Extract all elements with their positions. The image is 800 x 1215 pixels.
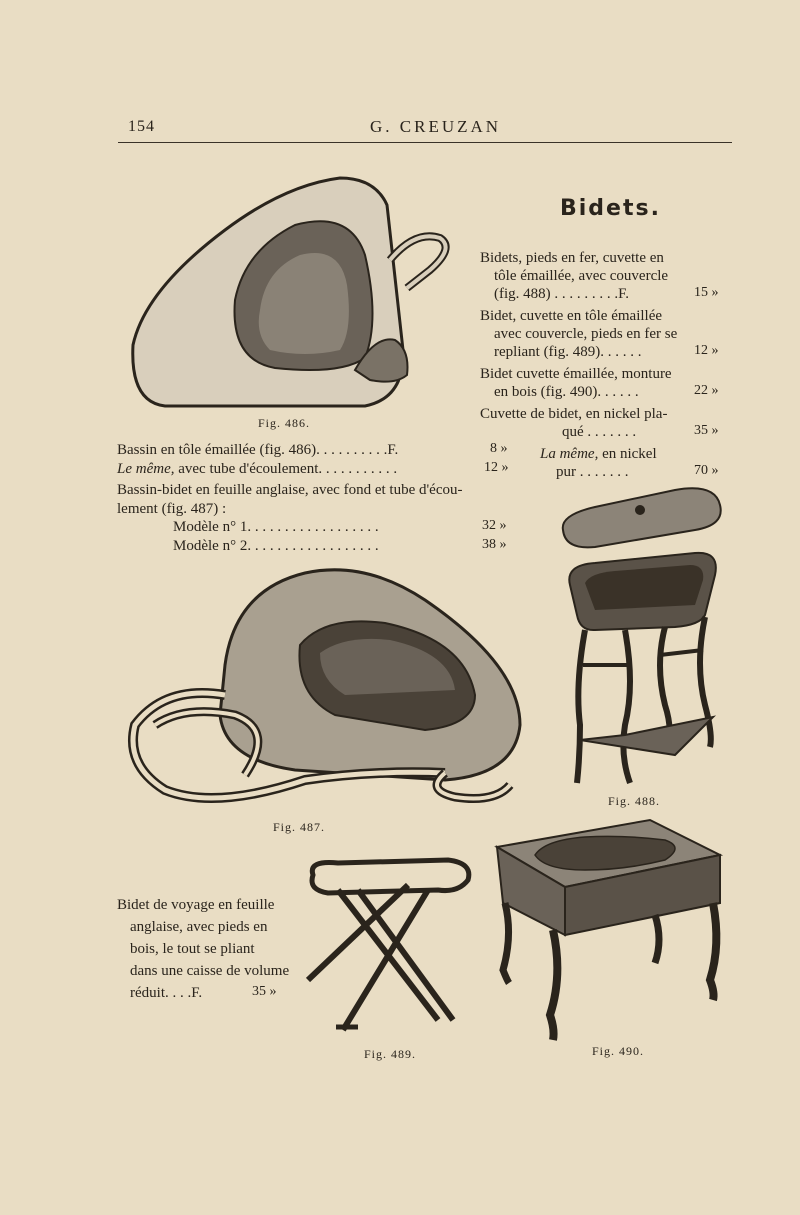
voyage-line2: anglaise, avec pieds en: [130, 919, 268, 935]
fig-486-bedpan-illustration: [125, 170, 455, 415]
fig-489-folding-stand-illustration: [298, 855, 478, 1035]
nickel-pur-line2: pur . . . . . . .: [556, 464, 629, 480]
fig-490-wooden-bidet-illustration: [495, 815, 725, 1040]
item-bassin-bidet-line1: Bassin-bidet en feuille anglaise, avec fond et tube d'écou-: [117, 482, 463, 498]
bidet-bois-price: 22 »: [694, 383, 719, 398]
bidet-bois-line1: Bidet cuvette émaillée, monture: [480, 366, 672, 382]
item-le-meme-price: 12 »: [484, 460, 509, 475]
bidet-repliant-line3: repliant (fig. 489). . . . . .: [494, 344, 642, 360]
cuvette-nickel-line2: qué . . . . . . .: [562, 424, 637, 440]
item-bassin-text: Bassin en tôle émaillée (fig. 486). . . . . . . . . .F.: [117, 442, 399, 458]
item-le-meme-line: [117, 459, 397, 479]
caption-fig-490: Fig. 490.: [592, 1044, 645, 1058]
bidet-repliant-price: 12 »: [694, 343, 719, 358]
item-bassin-bidet-line2: lement (fig. 487) :: [117, 501, 227, 517]
bidet-fer-line1: Bidets, pieds en fer, cuvette en: [480, 250, 664, 266]
bidet-repliant-line2: avec couvercle, pieds en fer se: [494, 326, 678, 342]
item-bassin-price: 8 »: [490, 441, 508, 456]
bidet-fer-price: 15 »: [694, 285, 719, 300]
model-1-text: Modèle n° 1. . . . . . . . . . . . . . . . . .: [173, 519, 379, 535]
caption-fig-487: Fig. 487.: [273, 820, 326, 834]
voyage-line5: réduit. . . .F.: [130, 985, 203, 1001]
nickel-pur-line1: [540, 444, 657, 464]
voyage-price: 35 »: [252, 984, 277, 999]
header-rule: [118, 142, 732, 143]
model-2-text: Modèle n° 2. . . . . . . . . . . . . . . . . .: [173, 538, 379, 554]
page-number: 154: [128, 118, 155, 135]
fig-487-bedpan-with-tube-illustration: [125, 565, 525, 810]
section-title: Bidets.: [560, 196, 661, 221]
nickel-pur-text: en nickel: [598, 446, 657, 462]
fig-488-bidet-stand-illustration: [555, 485, 735, 790]
cuvette-nickel-price: 35 »: [694, 423, 719, 438]
caption-fig-489: Fig. 489.: [364, 1047, 417, 1061]
nickel-pur-price: 70 »: [694, 463, 719, 478]
bidet-repliant-line1: Bidet, cuvette en tôle émaillée: [480, 308, 663, 324]
bidet-fer-line2: tôle émaillée, avec couvercle: [494, 268, 669, 284]
voyage-line4: dans une caisse de volume: [130, 963, 290, 979]
caption-fig-488: Fig. 488.: [608, 794, 661, 808]
bidet-fer-line3: (fig. 488) . . . . . . . . .F.: [494, 286, 630, 302]
item-le-meme-italic: Le même,: [117, 461, 175, 477]
cuvette-nickel-line1: Cuvette de bidet, en nickel pla-: [480, 406, 668, 422]
voyage-line1: Bidet de voyage en feuille: [117, 897, 275, 913]
nickel-pur-italic: La même,: [540, 446, 599, 462]
running-header: G. CREUZAN: [370, 117, 502, 136]
voyage-line3: bois, le tout se pliant: [130, 941, 255, 957]
model-1-price: 32 »: [482, 518, 507, 533]
model-2-price: 38 »: [482, 537, 507, 552]
caption-fig-486: Fig. 486.: [258, 416, 311, 430]
bidet-bois-line2: en bois (fig. 490). . . . . .: [494, 384, 639, 400]
item-le-meme-text: avec tube d'écoulement. . . . . . . . . . .: [174, 461, 398, 477]
